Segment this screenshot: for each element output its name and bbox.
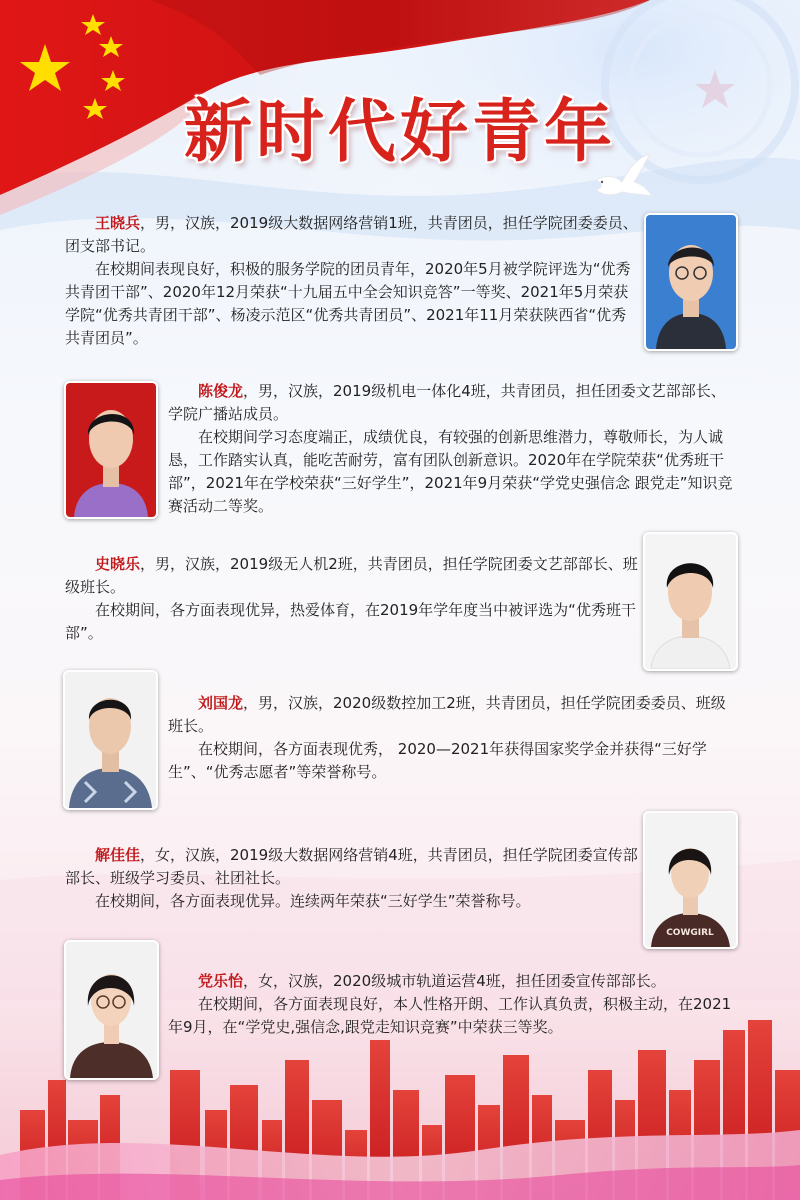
profile-intro-text: ，男，汉族，2020级数控加工2班，共青团员，担任学院团委委员、班级班长。 [168,694,726,735]
profile-intro-text: ，女，汉族，2020级城市轨道运营4班，担任团委宣传部部长。 [243,972,666,990]
profile-intro-text: ，男，汉族，2019级无人机2班，共青团员，担任学院团委文艺部部长、班级班长。 [65,555,638,596]
profile-name: 陈俊龙 [198,382,244,400]
profile-card [168,692,738,784]
profile-photo [643,532,738,671]
profile-card [65,212,640,350]
profile-card [168,970,738,1039]
profile-name: 史晓乐 [95,555,141,573]
person-photo-icon [66,942,157,1078]
dove-icon [588,150,658,210]
profile-detail: 在校期间表现良好，积极的服务学院的团员青年，2020年5月被学院评选为“优秀共青团干部”、2020年12月荣获“十九届五中全会知识竞答”一等奖、2021年5月荣获学院“优秀共青团干部”、杨凌示范区“优秀共青团员”、2021年11月荣获陕西省“优秀共青团员”。 [65,260,631,347]
profile-detail: 在校期间，各方面表现优秀， 2020—2021年获得国家奖学金并获得“三好学生”、“优秀志愿者”等荣誉称号。 [168,740,707,781]
person-photo-icon [645,813,736,947]
profile-card [65,844,640,913]
profile-photo [643,811,738,949]
profile-photo [64,381,158,519]
person-photo-icon [66,383,156,517]
profile-detail: 在校期间学习态度端正，成绩优良，有较强的创新思维潜力，尊敬师长，为人诚恳，工作踏实认真，能吃苦耐劳，富有团队创新意识。2020年在学院荣获“优秀班干部”，2021年在学校荣获“三好学生”，2021年9月荣获“学党史强信念 跟党走”知识竞赛活动二等奖。 [168,428,733,515]
profile-photo [644,213,738,351]
profile-name: 党乐怡 [198,972,244,990]
person-photo-icon [645,534,736,669]
person-photo-icon [65,672,156,808]
profile-intro-text: ，男，汉族，2019级机电一体化4班，共青团员，担任团委文艺部部长、学院广播站成员。 [168,382,726,423]
profile-detail: 在校期间，各方面表现良好，本人性格开朗、工作认真负责，积极主动，在2021年9月，在“学党史,强信念,跟党走知识竞赛”中荣获三等奖。 [168,995,732,1036]
profile-card [168,380,738,518]
profile-photo [63,670,158,810]
profile-photo [64,940,159,1080]
profile-intro-text: ，女，汉族，2019级大数据网络营销4班，共青团员，担任学院团委宣传部部长、班级学习委员、社团社长。 [65,846,638,887]
profile-intro [65,212,640,258]
profile-name: 王晓兵 [95,214,141,232]
poster-title: 新时代好青年 [183,93,616,172]
shirt-text: COWGIRL [666,928,714,938]
profile-detail: 在校期间，各方面表现优异。连续两年荣获“三好学生”荣誉称号。 [95,892,531,910]
person-photo-icon [646,215,736,349]
profile-intro-text: ，男，汉族，2019级大数据网络营销1班，共青团员，担任学院团委委员、团支部书记。 [65,214,638,255]
profile-name: 刘国龙 [198,694,244,712]
profile-card [65,553,640,645]
profile-name: 解佳佳 [95,846,141,864]
profile-detail: 在校期间，各方面表现优异，热爱体育，在2019年学年度当中被评选为“优秀班干部”。 [65,601,636,642]
